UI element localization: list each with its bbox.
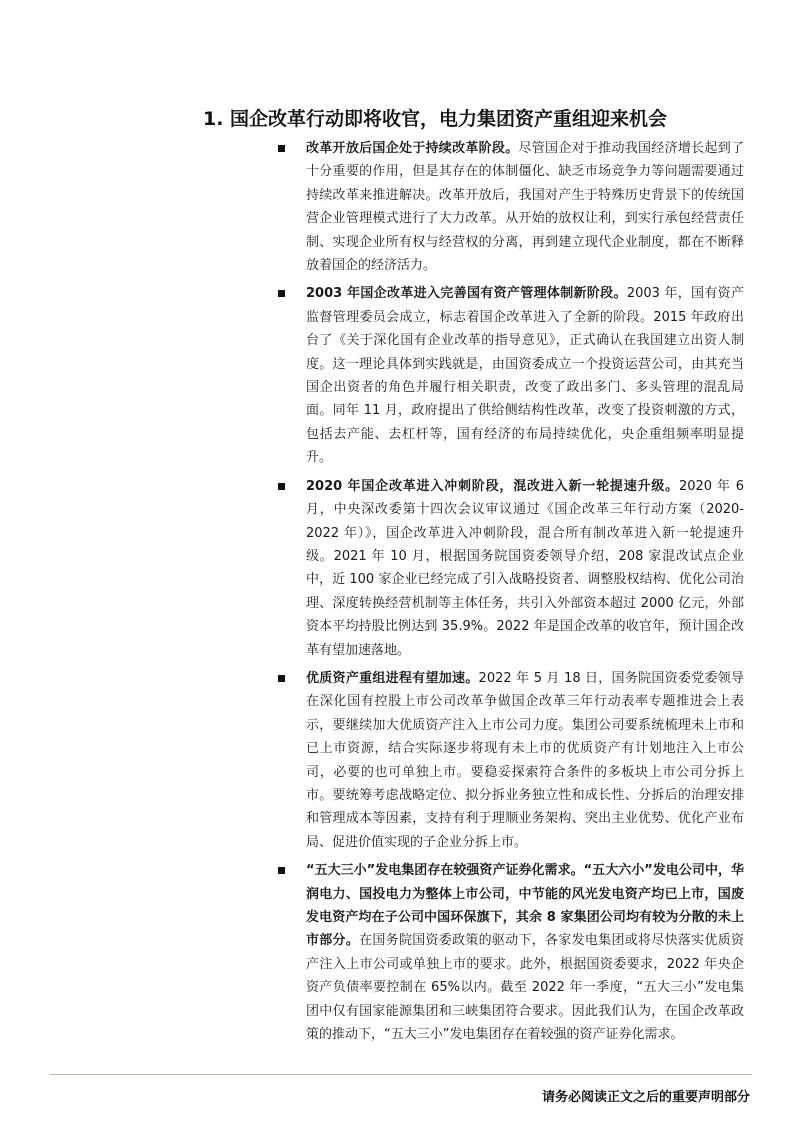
bullet-item bbox=[278, 282, 744, 469]
bullet-lead: 2003 年国企改革进入完善国有资产管理体制新阶段。 bbox=[306, 286, 627, 302]
bullet-item bbox=[278, 475, 744, 662]
bullet-body: 2022 年 5 月 18 日，国务院国资委党委领导在深化国有控股上市公司改革争做国企改革三年行动表率专题推进会上表示，要继续加大优质资产注入上市公司力度。集团公司要系统梳理未上市和已上市资源，结合实际逐步将现有未上市的优质资产有计划地注入上市公司，必要的也可单独上市。要稳妥探索符合条件的多板块上市公司分拆上市。要统筹考虑战略定位、拟分拆业务独立性和成长性、分拆后的治理安排和管理成本等因素，支持有利于理顺业务架构、突出主业优势、优化产业布局、促进价值实现的子企业分拆上市。 bbox=[306, 670, 744, 850]
bullet-body: 2003 年，国有资产监督管理委员会成立，标志着国企改革进入了全新的阶段。2015 年政府出台了《关于深化国有企业改革的指导意见》，正式确认在我国建立出资人制度。这一理论具体到实践就是，由国资委成立一个投资运营公司，由其充当国企出资者的角色并履行相关职责，改变了政出多门、多头管理的混乱局面。同年 11 月，政府提出了供给侧结构性改革，改变了投资刺激的方式，包括去产能、去杠杆等，国有经济的布局持续优化，央企重组频率明显提升。 bbox=[306, 286, 745, 466]
bullet-body: 尽管国企对于推动我国经济增长起到了十分重要的作用，但是其存在的体制僵化、缺乏市场竞争力等问题需要通过持续改革来推进解决。改革开放后，我国对产生于特殊历史背景下的传统国营企业管理模式进行了大力改革。从开始的放权让利，到实行承包经营责任制、实现企业所有权与经营权的分离，再到建立现代企业制度，都在不断释放着国企的经济活力。 bbox=[306, 141, 744, 274]
bullet-lead: 2020 年国企改革进入冲刺阶段，混改进入新一轮提速升级。 bbox=[306, 478, 679, 494]
square-bullet-icon bbox=[278, 675, 285, 682]
bullet-item bbox=[278, 667, 744, 854]
bullet-item bbox=[278, 859, 744, 1046]
bullet-lead: “五大三小”发电集团存在较强资产证券化需求。“五大六小”发电公司中，华润电力、国投电力为整体上市公司，中节能的风光发电资产均已上市，国废发电资产均在子公司中国环保旗下，其余 8 家集团公司均有较为分散的未上市部分。 bbox=[306, 863, 744, 949]
footer-divider bbox=[50, 1074, 752, 1075]
square-bullet-icon bbox=[278, 145, 285, 152]
bullet-body: 在国务院国资委政策的驱动下，各家发电集团或将尽快落实优质资产注入上市公司或单独上市的要求。此外，根据国资委要求，2022 年央企资产负债率要控制在 65%以内。截至 2022 年一季度，“五大三小”发电集团中仅有国家能源集团和三峡集团符合要求。因此我们认为，在国企改革政策的推动下，“五大三小”发电集团存在着较强的资产证券化需求。 bbox=[306, 933, 744, 1043]
bullet-item bbox=[278, 137, 744, 277]
section-heading: 1. 国企改革行动即将收官，电力集团资产重组迎来机会 bbox=[203, 108, 668, 130]
bullet-lead: 优质资产重组进程有望加速。 bbox=[306, 670, 479, 686]
footer-disclaimer: 请务必阅读正文之后的重要声明部分 bbox=[541, 1090, 750, 1105]
square-bullet-icon bbox=[278, 483, 285, 490]
square-bullet-icon bbox=[278, 290, 285, 297]
bullet-list bbox=[278, 137, 744, 1051]
square-bullet-icon bbox=[278, 867, 285, 874]
bullet-lead: 改革开放后国企处于持续改革阶段。 bbox=[306, 141, 519, 156]
bullet-body: 2020 年 6 月，中央深改委第十四次会议审议通过《国企改革三年行动方案（2020-2022 年）》，国企改革进入冲刺阶段，混合所有制改革进入新一轮提速升级。2021 年 10 月，根据国务院国资委领导介绍，208 家混改试点企业中，近 100 家企业已经完成了引入战略投资者、调整股权结构、优化公司治理、深度转换经营机制等主体任务，共引入外部资本超过 2000 亿元，外部资本平均持股比例达到 35.9%。2022 年是国企改革的收官年，预计国企改革有望加速落地。 bbox=[306, 478, 744, 658]
